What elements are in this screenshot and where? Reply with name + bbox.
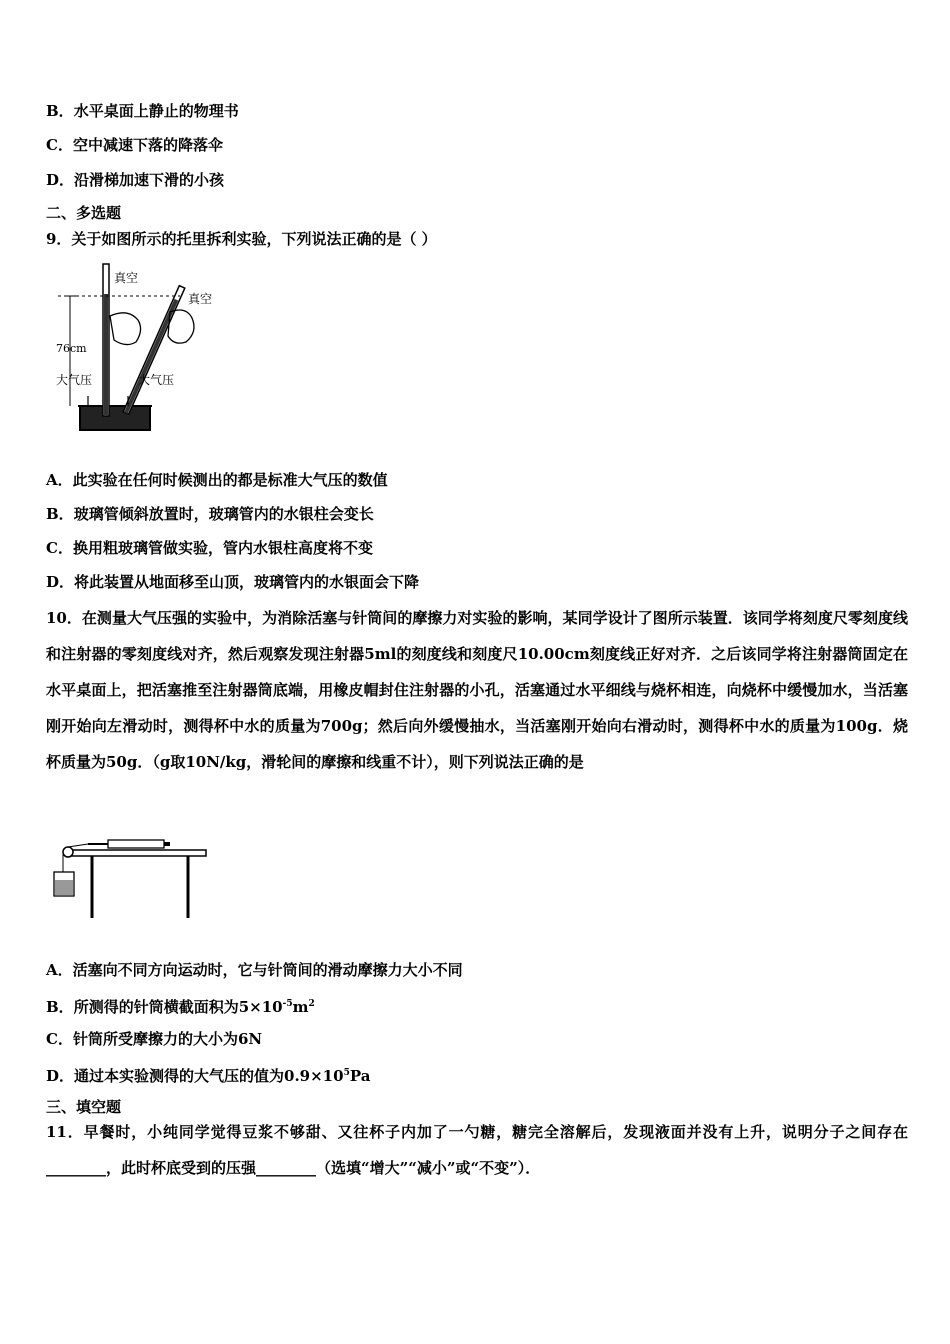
option-text: 换用粗玻璃管做实验，管内水银柱高度将不变	[72, 539, 373, 557]
option-text: 将此装置从地面移至山顶，玻璃管内的水银面会下降	[74, 573, 420, 591]
q11-text: ，此时杯底受到的压强	[106, 1159, 257, 1177]
q9-option-c	[46, 538, 373, 558]
section-heading-multiple-choice: 二、多选题	[46, 204, 122, 222]
q9-option-a	[46, 470, 388, 490]
option-label: C．	[46, 539, 73, 557]
option-text: 此实验在任何时候测出的都是标准大气压的数值	[72, 471, 388, 489]
option-text: 针筒所受摩擦力的大小为6N	[72, 1030, 263, 1048]
hand-left	[110, 313, 141, 345]
pulley	[63, 847, 73, 857]
label-vacuum-2: 真空	[188, 292, 213, 306]
option-text: 所测得的针筒横截面积为5×10	[73, 998, 283, 1016]
water	[55, 880, 73, 895]
label-height: 76cm	[56, 342, 87, 355]
mercury-dish	[80, 406, 150, 430]
option-label: D．	[46, 1067, 75, 1085]
exponent: 2	[308, 999, 315, 1009]
q8-option-c	[46, 135, 223, 155]
option-text: 空中减速下落的降落伞	[72, 136, 223, 154]
section-heading-fill-blank: 三、填空题	[46, 1098, 122, 1116]
label-vacuum-1: 真空	[114, 271, 139, 285]
q10-stem: 10．在测量大气压强的实验中，为消除活塞与针筒间的摩擦力对实验的影响，某同学设计了图所示装置．该同学将刻度尺零刻度线和注射器的零刻度线对齐，然后观察发现注射器5ml的刻度线和刻度尺10.00cm刻度线正好对齐．之后该同学将注射器筒固定在水平桌面上，把活塞推至注射器筒底端，用橡皮帽封住注射器的小孔，活塞通过水平细线与烧杯相连，向烧杯中缓慢加水，当活塞刚开始向左滑动时，测得杯中水的质量为700g；然后向外缓慢抽水，当活塞刚开始向右滑动时，测得杯中水的质量为100g．烧杯质量为50g．（g取10N/kg，滑轮间的摩擦和线重不计），则下列说法正确的是	[46, 609, 908, 771]
answer-blank-2[interactable]: ________	[256, 1159, 317, 1177]
option-label: B．	[46, 102, 74, 120]
q9-option-b	[46, 504, 374, 524]
string	[68, 844, 88, 847]
q10-option-a	[46, 960, 463, 980]
q11-text: 11．早餐时，小纯同学觉得豆浆不够甜、又往杯子内加了一勺糖，糖完全溶解后，发现液面并没有上升，说明分子之间存在	[46, 1123, 908, 1141]
option-text: 活塞向不同方向运动时，它与针筒间的滑动摩擦力大小不同	[72, 961, 463, 979]
table-top	[70, 850, 206, 856]
option-label: D．	[46, 573, 75, 591]
unit: Pa	[349, 1067, 371, 1085]
q10-option-d	[46, 1063, 370, 1086]
q11-text: （选填“增大”“减小”或“不变”）．	[316, 1159, 541, 1177]
q9-option-d	[46, 572, 419, 592]
q9-stem: 9．关于如图所示的托里拆利实验，下列说法正确的是（ ）	[46, 230, 437, 248]
answer-blank-1[interactable]: ________	[46, 1159, 106, 1177]
mercury-column	[104, 294, 108, 416]
q8-option-d	[46, 170, 224, 190]
option-label: A．	[46, 961, 73, 979]
q8-option-b	[46, 101, 239, 121]
option-text: 水平桌面上静止的物理书	[73, 102, 239, 120]
tilted-tube	[123, 286, 185, 415]
exponent: -5	[282, 999, 293, 1009]
q11-stem	[46, 1114, 908, 1186]
label-atm-1: 大气压	[56, 373, 93, 387]
exponent: 5	[343, 1068, 350, 1078]
syringe-apparatus-figure	[48, 834, 213, 924]
unit: m	[292, 998, 309, 1016]
option-text: 通过本实验测得的大气压的值为0.9×10	[74, 1067, 344, 1085]
option-text: 玻璃管倾斜放置时，玻璃管内的水银柱会变长	[73, 505, 374, 523]
option-label: C．	[46, 1030, 73, 1048]
option-label: B．	[46, 998, 74, 1016]
torricelli-figure	[50, 256, 240, 436]
q10-option-c	[46, 1029, 262, 1049]
option-label: A．	[46, 471, 73, 489]
option-label: D．	[46, 171, 75, 189]
option-text: 沿滑梯加速下滑的小孩	[74, 171, 225, 189]
label-atm-2: 大气压	[138, 373, 175, 387]
option-label: B．	[46, 505, 74, 523]
syringe	[108, 840, 164, 848]
option-label: C．	[46, 136, 73, 154]
q10-option-b	[46, 994, 315, 1017]
